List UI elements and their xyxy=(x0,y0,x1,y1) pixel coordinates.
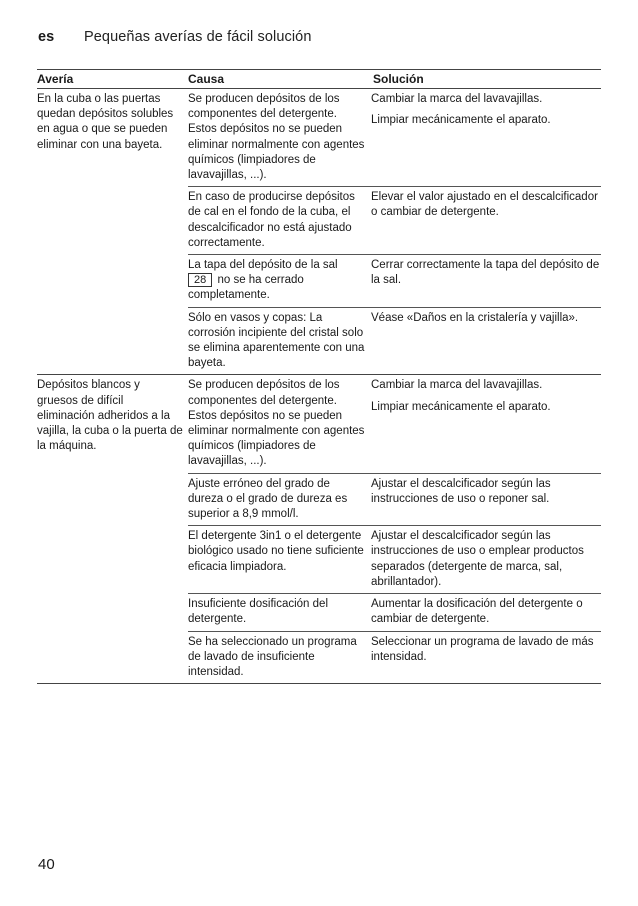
solution-cell xyxy=(369,258,601,304)
troubleshooting-table xyxy=(37,69,601,684)
table-row xyxy=(188,593,601,630)
cause-list xyxy=(188,375,601,683)
table-row xyxy=(188,525,601,593)
section-title: Pequeñas averías de fácil solución xyxy=(84,29,312,45)
table-row xyxy=(188,89,601,186)
table-row xyxy=(188,254,601,307)
cause-cell: Se producen depósitos de los componentes del detergente. Estos depósitos no se pueden eliminar normalmente con agentes químicos (limpiadores de lavavajillas, ...). xyxy=(188,93,365,182)
cause-cell: Se ha seleccionado un programa de lavado de insuficiente intensidad. xyxy=(188,635,357,678)
page-number: 40 xyxy=(38,856,55,873)
solution-cell xyxy=(369,477,601,523)
solution-text: Ajustar el descalcificador según las instrucciones de uso o emplear productos separados (detergente de marca, sal, abrillantador). xyxy=(371,530,584,588)
figure-reference-badge: 28 xyxy=(188,273,212,287)
table-row xyxy=(188,631,601,684)
cause-list xyxy=(188,89,601,374)
fault-description: Depósitos blancos y gruesos de difícil eliminación adheridos a la vajilla, la cuba o la puerta de la máquina. xyxy=(37,379,183,453)
solution-text: Cambiar la marca del lavavajillas. xyxy=(371,379,543,392)
table-row xyxy=(188,473,601,526)
solution-text: Véase «Daños en la cristalería y vajilla». xyxy=(371,311,579,324)
solution-cell xyxy=(369,311,601,372)
solution-text: Seleccionar un programa de lavado de más intensidad. xyxy=(371,635,594,663)
cause-text: no se ha cerrado completamente. xyxy=(188,274,304,302)
cause-text: La tapa del depósito de la sal xyxy=(188,259,338,272)
fault-description: En la cuba o las puertas quedan depósitos solubles en agua o que se pueden eliminar con una bayeta. xyxy=(37,93,174,151)
solution-text: Cambiar la marca del lavavajillas. xyxy=(371,93,543,105)
table-header-row xyxy=(37,70,601,89)
solution-text: Ajustar el descalcificador según las instrucciones de uso o reponer sal. xyxy=(371,477,551,505)
table-row xyxy=(188,186,601,254)
cause-cell: El detergente 3in1 o el detergente biológico usado no tiene suficiente eficacia limpiadora. xyxy=(188,530,364,573)
language-code: es xyxy=(38,29,55,45)
column-header-fault: Avería xyxy=(37,72,74,86)
solution-cell xyxy=(369,597,601,627)
column-header-cause: Causa xyxy=(188,72,225,86)
solution-text: Elevar el valor ajustado en el descalcificador o cambiar de detergente. xyxy=(371,191,598,219)
fault-group xyxy=(37,375,601,684)
cause-cell: Ajuste erróneo del grado de dureza o el grado de dureza es superior a 8,9 mmol/l. xyxy=(188,477,348,521)
table-row xyxy=(188,375,601,472)
solution-text: Cerrar correctamente la tapa del depósito de la sal. xyxy=(371,259,600,287)
solution-text: Aumentar la dosificación del detergente o cambiar de detergente. xyxy=(371,598,583,626)
solution-cell xyxy=(369,378,601,469)
cause-cell: Sólo en vasos y copas: La corrosión incipiente del cristal solo se elimina aparentemente con una bayeta. xyxy=(188,311,365,370)
solution-cell xyxy=(369,529,601,590)
solution-text: Limpiar mecánicamente el aparato. xyxy=(371,400,551,413)
table-row xyxy=(188,307,601,375)
solution-cell xyxy=(369,92,601,183)
cause-cell xyxy=(188,258,369,304)
fault-group xyxy=(37,89,601,375)
solution-cell xyxy=(369,635,601,681)
column-header-solution: Solución xyxy=(373,72,424,86)
solution-cell xyxy=(369,190,601,251)
cause-cell: En caso de producirse depósitos de cal en el fondo de la cuba, el descalcificador no está ajustado correctamente. xyxy=(188,191,355,249)
cause-cell: Insuficiente dosificación del detergente. xyxy=(188,598,328,626)
cause-cell: Se producen depósitos de los componentes del detergente. Estos depósitos no se pueden eliminar normalmente con agentes químicos (limpiadores de lavavajillas, ...). xyxy=(188,379,365,468)
solution-text: Limpiar mecánicamente el aparato. xyxy=(371,114,551,127)
page-header xyxy=(38,29,311,45)
